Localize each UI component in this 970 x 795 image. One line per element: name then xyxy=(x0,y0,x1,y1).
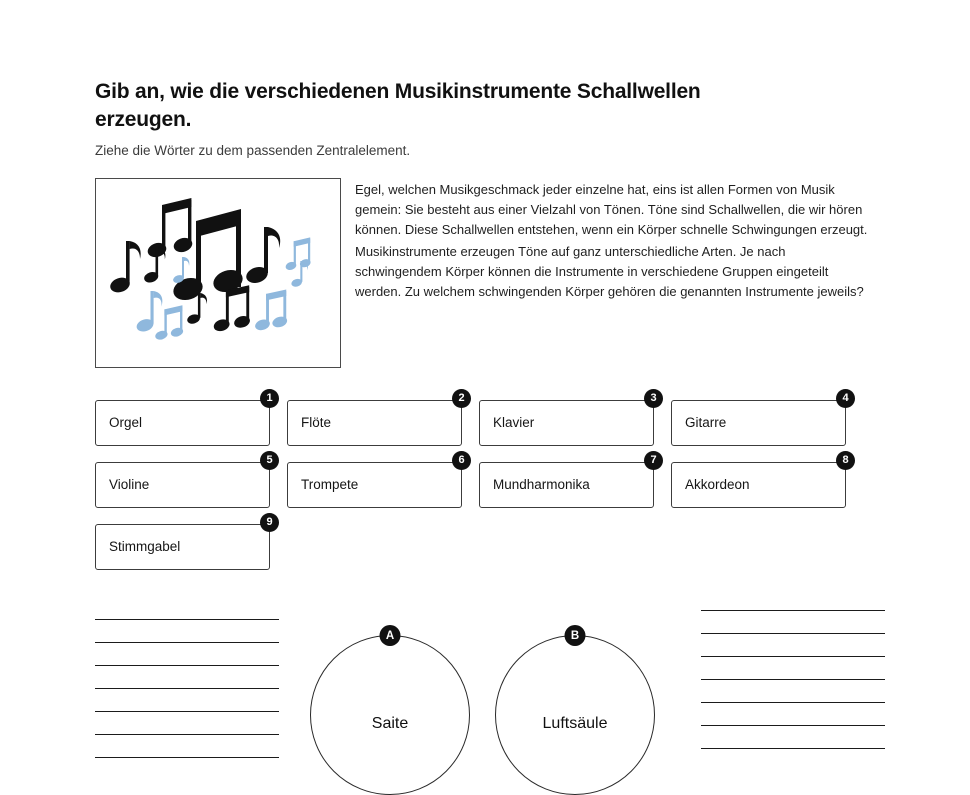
target-circle-luftsaeule[interactable] xyxy=(495,629,655,795)
answer-line[interactable] xyxy=(95,665,279,666)
word-card-akkordeon[interactable] xyxy=(671,453,849,508)
target-circle-saite[interactable] xyxy=(310,629,470,795)
answer-line[interactable] xyxy=(95,642,279,643)
card-number-badge: 5 xyxy=(260,451,279,470)
circle-label: Saite xyxy=(371,715,409,732)
music-notes-illustration xyxy=(95,178,341,368)
circle-badge: B xyxy=(565,625,586,646)
card-label: Mundharmonika xyxy=(493,477,590,493)
answer-line[interactable] xyxy=(95,619,279,620)
card-label: Gitarre xyxy=(685,415,727,431)
answer-line[interactable] xyxy=(95,757,279,758)
intro-paragraph-2: Musikinstrumente erzeugen Töne auf ganz unterschiedliche Arten. Je nach schwingendem Körper können die Instrumente in verschiedene Gruppen eingeteilt werden. Zu welchem schwingenden Körper gehören die genannten Instrumente jeweils? xyxy=(355,244,864,300)
instruction-text: Ziehe die Wörter zu dem passenden Zentralelement. xyxy=(95,142,411,158)
card-label: Stimmgabel xyxy=(109,539,181,555)
word-card-orgel[interactable] xyxy=(95,391,273,446)
answer-line[interactable] xyxy=(701,702,885,703)
answer-area xyxy=(95,605,885,780)
answer-line[interactable] xyxy=(701,656,885,657)
card-number-badge: 1 xyxy=(260,389,279,408)
answer-line[interactable] xyxy=(701,679,885,680)
card-label: Flöte xyxy=(301,415,332,431)
intro-paragraphs xyxy=(355,178,875,303)
word-card-gitarre[interactable] xyxy=(671,391,849,446)
circle-label: Luftsäule xyxy=(542,715,608,732)
card-label: Trompete xyxy=(301,477,359,493)
answer-line[interactable] xyxy=(701,748,885,749)
word-card-floete[interactable] xyxy=(287,391,465,446)
answer-lines-right xyxy=(701,610,885,771)
card-number-badge: 8 xyxy=(836,451,855,470)
answer-line[interactable] xyxy=(95,734,279,735)
worksheet-content xyxy=(95,78,875,570)
card-label: Klavier xyxy=(493,415,535,431)
card-label: Violine xyxy=(109,477,150,493)
intro-paragraph-1: Egel, welchen Musikgeschmack jeder einzelne hat, eins ist allen Formen von Musik gemein: Sie besteht aus einer Vielzahl von Tönen. Töne sind Schallwellen, die wir hören können. Diese Schallwellen entstehen, wenn ein Körper schnelle Schwingungen erzeugt. xyxy=(355,181,868,237)
answer-line[interactable] xyxy=(95,688,279,689)
card-number-badge: 7 xyxy=(644,451,663,470)
card-number-badge: 4 xyxy=(836,389,855,408)
answer-line[interactable] xyxy=(701,610,885,611)
card-number-badge: 6 xyxy=(452,451,471,470)
word-card-mundharmonika[interactable] xyxy=(479,453,657,508)
answer-line[interactable] xyxy=(95,711,279,712)
answer-line[interactable] xyxy=(701,725,885,726)
intro-section xyxy=(95,178,875,368)
card-number-badge: 9 xyxy=(260,513,279,532)
word-card-violine[interactable] xyxy=(95,453,273,508)
answer-lines-left xyxy=(95,619,279,780)
card-label: Orgel xyxy=(109,415,143,431)
card-number-badge: 2 xyxy=(452,389,471,408)
card-number-badge: 3 xyxy=(644,389,663,408)
word-card-trompete[interactable] xyxy=(287,453,465,508)
word-card-list xyxy=(95,391,875,570)
circle-badge: A xyxy=(380,625,401,646)
card-label: Akkordeon xyxy=(685,477,750,493)
page-title: Gib an, wie die verschiedenen Musikinstrumente Schallwellen erzeugen. xyxy=(95,80,701,132)
answer-line[interactable] xyxy=(701,633,885,634)
word-card-stimmgabel[interactable] xyxy=(95,515,273,570)
word-card-klavier[interactable] xyxy=(479,391,657,446)
target-circles xyxy=(310,629,655,795)
